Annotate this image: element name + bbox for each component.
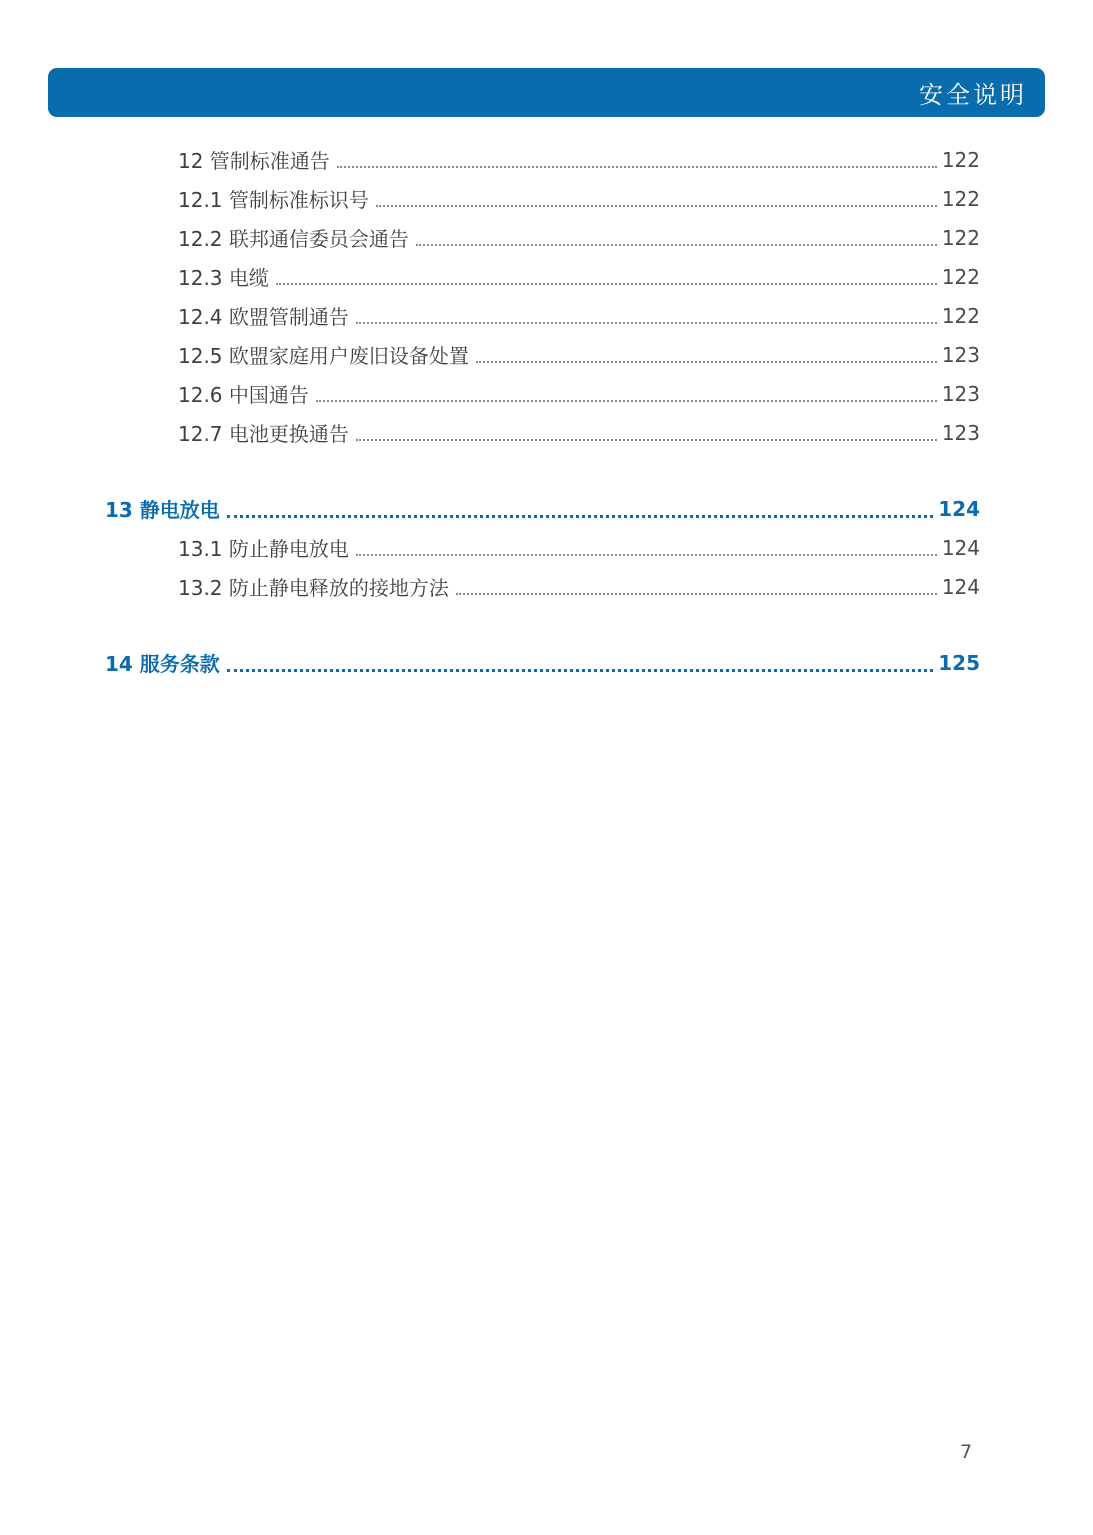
dot-leader xyxy=(337,166,937,168)
dot-leader xyxy=(376,205,937,207)
dot-leader xyxy=(356,322,937,324)
toc-entry-label: 13.1 防止静电放电 xyxy=(178,537,349,561)
toc-entry[interactable] xyxy=(105,140,980,179)
toc-entry[interactable] xyxy=(105,218,980,257)
toc-entry-page: 123 xyxy=(941,381,980,406)
toc-section-gap xyxy=(105,452,980,489)
toc-entry[interactable] xyxy=(105,179,980,218)
table-of-contents xyxy=(105,140,980,682)
toc-entry-label: 12.2 联邦通信委员会通告 xyxy=(178,227,409,251)
toc-section-gap xyxy=(105,606,980,643)
toc-entry-chapter[interactable] xyxy=(105,489,980,528)
toc-entry-page: 123 xyxy=(941,342,980,367)
dot-leader xyxy=(456,593,937,595)
dot-leader xyxy=(227,515,933,518)
toc-entry-page: 124 xyxy=(941,574,980,599)
dot-leader xyxy=(416,244,937,246)
toc-entry-page: 123 xyxy=(941,420,980,445)
toc-entry-label: 12.1 管制标准标识号 xyxy=(178,188,369,212)
toc-entry-label: 12.7 电池更换通告 xyxy=(178,422,349,446)
toc-entry[interactable] xyxy=(105,335,980,374)
toc-entry-page: 122 xyxy=(941,303,980,328)
toc-entry-label: 14 服务条款 xyxy=(105,652,220,676)
toc-entry-label: 12 管制标准通告 xyxy=(178,149,330,173)
toc-entry-page: 122 xyxy=(941,225,980,250)
dot-leader xyxy=(276,283,937,285)
page-title: 安全说明 xyxy=(919,81,1027,109)
toc-entry[interactable] xyxy=(105,413,980,452)
dot-leader xyxy=(356,439,937,441)
section-header-bar xyxy=(48,68,1045,117)
toc-entry-label: 13.2 防止静电释放的接地方法 xyxy=(178,576,449,600)
toc-entry-page: 124 xyxy=(941,535,980,560)
toc-entry[interactable] xyxy=(105,257,980,296)
dot-leader xyxy=(476,361,937,363)
toc-entry-page: 122 xyxy=(941,264,980,289)
toc-entry-chapter[interactable] xyxy=(105,643,980,682)
dot-leader xyxy=(356,554,937,556)
dot-leader xyxy=(227,669,933,672)
toc-entry-page: 122 xyxy=(941,147,980,172)
toc-entry-label: 12.3 电缆 xyxy=(178,266,269,290)
toc-entry-page: 124 xyxy=(938,496,980,521)
toc-entry[interactable] xyxy=(105,567,980,606)
toc-entry-page: 122 xyxy=(941,186,980,211)
toc-entry[interactable] xyxy=(105,374,980,413)
footer-page-number: 7 xyxy=(959,1441,973,1463)
toc-entry-label: 13 静电放电 xyxy=(105,498,220,522)
dot-leader xyxy=(316,400,937,402)
toc-entry[interactable] xyxy=(105,296,980,335)
toc-entry[interactable] xyxy=(105,528,980,567)
toc-entry-label: 12.4 欧盟管制通告 xyxy=(178,305,349,329)
toc-entry-label: 12.5 欧盟家庭用户废旧设备处置 xyxy=(178,344,469,368)
toc-entry-label: 12.6 中国通告 xyxy=(178,383,309,407)
toc-entry-page: 125 xyxy=(938,650,980,675)
